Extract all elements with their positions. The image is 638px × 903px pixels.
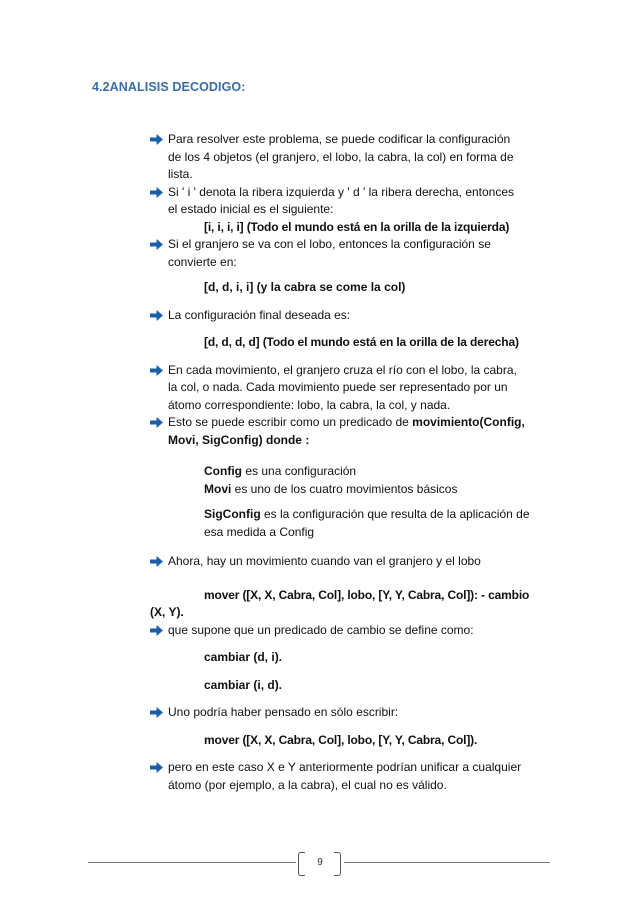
code-line: mover ([X, X, Cabra, Col], lobo, [Y, Y, Cabra, Col]): - cambio	[204, 587, 530, 602]
code-line: [d, d, d, d] (Todo el mundo está en la orilla de la derecha)	[204, 335, 519, 349]
bullet-item	[150, 362, 550, 415]
bullet-item	[150, 622, 550, 640]
bullet-item	[150, 553, 550, 571]
page-number-bracket-right	[334, 852, 341, 876]
text-line: que supone que un predicado de cambio se define como:	[168, 622, 474, 637]
content-body	[150, 131, 550, 794]
text-line: lista.	[168, 167, 193, 181]
footer-rule-left	[88, 862, 296, 863]
text-line: Ahora, hay un movimiento cuando van el granjero y el lobo	[168, 554, 481, 568]
text-line: átomo (por ejemplo, a la cabra), el cual no es válido.	[168, 777, 447, 792]
arrow-right-icon	[150, 553, 164, 570]
bullet-item	[150, 759, 550, 794]
code-line: cambiar (d, i).	[204, 650, 283, 664]
definition-desc: esa medida a Config	[204, 524, 315, 539]
arrow-right-icon	[150, 131, 164, 148]
text-line: Uno podría haber pensado en sólo escribir:	[168, 705, 399, 719]
text-run: Esto se puede escribir como un predicado de	[168, 415, 413, 429]
predicate-text: movimiento(Config,	[412, 415, 525, 429]
section-heading: 4.2ANALISIS DECODIGO:	[92, 80, 246, 94]
bullet-item	[150, 704, 550, 722]
code-line: cambiar (i, d).	[204, 677, 283, 692]
definition-term: Movi	[204, 481, 232, 496]
predicate-text: Movi, SigConfig) donde :	[168, 432, 310, 447]
definition-term: SigConfig	[204, 507, 261, 521]
text-line: Si ' i ' denota la ribera izquierda y ' d ' la ribera derecha, entonces	[168, 184, 515, 199]
text-line: En cada movimiento, el granjero cruza el río con el lobo, la cabra,	[168, 362, 517, 377]
text-line	[168, 414, 550, 432]
page-number: 9	[317, 857, 323, 868]
text-line: de los 4 objetos (el granjero, el lobo, la cabra, la col) en forma de	[168, 149, 514, 164]
arrow-right-icon	[150, 362, 164, 379]
arrow-right-icon	[150, 414, 164, 431]
definition-term: Config	[204, 464, 242, 478]
definition-desc: es la configuración que resulta de la aplicación de	[260, 507, 530, 521]
code-line: (X, Y).	[150, 605, 184, 619]
arrow-right-icon	[150, 759, 164, 776]
bullet-item	[150, 414, 550, 449]
code-line: mover ([X, X, Cabra, Col], lobo, [Y, Y, Cabra, Col]).	[204, 732, 478, 747]
text-line: el estado inicial es el siguiente:	[168, 202, 334, 216]
definition-row	[204, 463, 550, 481]
text-line: átomo correspondiente: lobo, la cabra, la col, y nada.	[168, 397, 451, 412]
arrow-right-icon	[150, 622, 164, 639]
footer-rule-right	[344, 862, 550, 863]
text-line: Si el granjero se va con el lobo, entonces la configuración se	[168, 237, 491, 251]
definition-row	[204, 506, 550, 524]
arrow-right-icon	[150, 184, 164, 201]
text-line: La configuración final deseada es:	[168, 307, 351, 322]
definition-row	[204, 481, 550, 499]
definition-desc: es uno de los cuatro movimientos básicos	[231, 481, 458, 496]
arrow-right-icon	[150, 307, 164, 324]
arrow-right-icon	[150, 236, 164, 253]
bullet-item	[150, 307, 550, 325]
text-line: Para resolver este problema, se puede codificar la configuración	[168, 132, 511, 146]
text-line: pero en este caso X e Y anteriormente podrían unificar a cualquier	[168, 760, 522, 774]
text-line: convierte en:	[168, 254, 237, 269]
definition-list	[150, 463, 550, 541]
code-line: [i, i, i, i] (Todo el mundo está en la orilla de la izquierda)	[204, 219, 510, 234]
definition-desc: es una configuración	[242, 464, 357, 478]
bullet-item	[150, 184, 550, 219]
arrow-right-icon	[150, 704, 164, 721]
text-line: la col, o nada. Cada movimiento puede ser representado por un	[168, 380, 508, 394]
bullet-item	[150, 236, 550, 271]
bullet-item	[150, 131, 550, 184]
code-line: [d, d, i, i] (y la cabra se come la col)	[204, 280, 406, 294]
